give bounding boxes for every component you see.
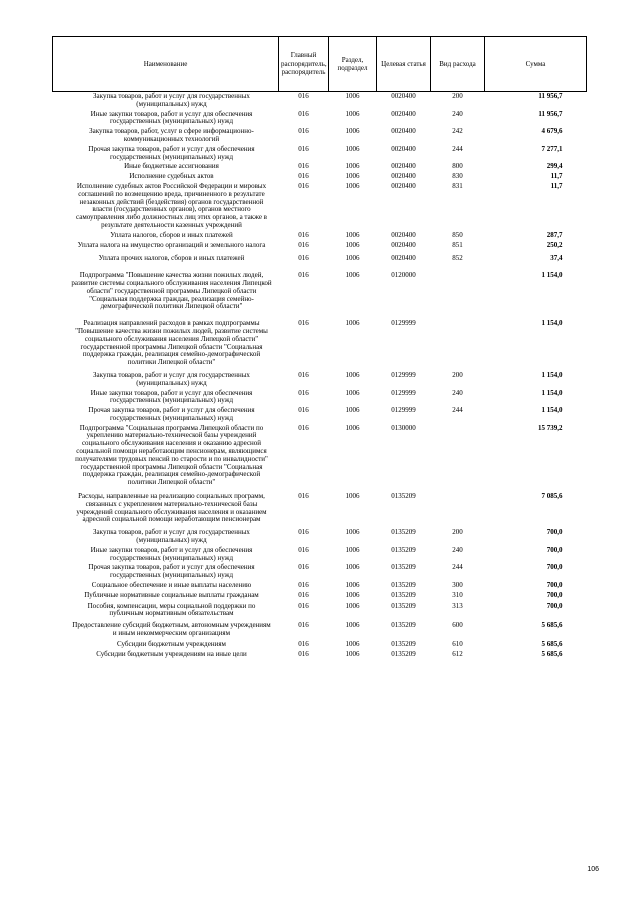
row-sum: 4 679,6 (541, 127, 563, 136)
row-sum: 5 685,6 (541, 649, 563, 658)
row-sum: 700,0 (546, 590, 563, 599)
row-sum: 7 085,6 (541, 492, 563, 501)
row-name: Исполнение судебных актов Российской Федерации и мировых соглашений по возмещению вреда, причиненного в результате незаконных действий (бездействия) органов государственной власти (государственных органов), органов местного самоуправления либо должностных лиц этих органов, а также в результате деятельности казенных учреждений (76, 181, 267, 229)
row-chief-administrator: 016 (298, 388, 309, 397)
row-expense-type: 244 (452, 563, 463, 572)
table-row (53, 591, 587, 601)
row-name: Уплата налога на имущество организаций и земельного налога (77, 240, 266, 249)
table-row (53, 267, 587, 315)
row-sum: 5 685,6 (541, 639, 563, 648)
row-expense-type: 200 (452, 370, 463, 379)
row-sum: 700,0 (546, 545, 563, 554)
row-section: 1006 (345, 144, 360, 153)
row-name: Уплата прочих налогов, сборов и иных платежей (98, 254, 245, 263)
row-sum: 11 956,7 (538, 92, 563, 100)
row-target-article: 0129999 (391, 388, 416, 397)
table-row (53, 241, 587, 251)
table-row (53, 620, 587, 640)
row-chief-administrator: 016 (298, 172, 309, 181)
row-section: 1006 (345, 127, 360, 136)
row-expense-type: 300 (452, 581, 463, 590)
table-row (53, 231, 587, 241)
row-target-article: 0120000 (391, 271, 416, 280)
table-row (53, 371, 587, 389)
row-chief-administrator: 016 (298, 181, 309, 190)
row-expense-type: 850 (452, 230, 463, 239)
row-section: 1006 (345, 621, 360, 630)
row-name: Исполнение судебных актов (129, 172, 214, 181)
row-name: Иные закупки товаров, работ и услуг для обеспечения государственных (муниципальных) нужд (90, 388, 253, 405)
table-row (53, 424, 587, 488)
row-chief-administrator: 016 (298, 563, 309, 572)
table-row (53, 581, 587, 591)
row-sum: 1 154,0 (541, 271, 563, 280)
row-section: 1006 (345, 649, 360, 658)
table-row (53, 601, 587, 621)
row-target-article: 0020400 (391, 162, 416, 171)
row-chief-administrator: 016 (298, 581, 309, 590)
row-target-article: 0129999 (391, 370, 416, 379)
row-target-article: 0135209 (391, 639, 416, 648)
row-target-article: 0135209 (391, 492, 416, 501)
row-chief-administrator: 016 (298, 406, 309, 415)
row-sum: 5 685,6 (541, 621, 563, 630)
row-chief-administrator: 016 (298, 545, 309, 554)
row-section: 1006 (345, 563, 360, 572)
row-expense-type: 852 (452, 254, 463, 263)
row-sum: 287,7 (546, 230, 563, 239)
row-chief-administrator: 016 (298, 370, 309, 379)
row-expense-type: 610 (452, 639, 463, 648)
header-target-article: Целевая статья (377, 37, 431, 92)
row-chief-administrator: 016 (298, 590, 309, 599)
row-expense-type (431, 488, 485, 528)
row-section: 1006 (345, 590, 360, 599)
row-section: 1006 (345, 528, 360, 537)
row-sum: 700,0 (546, 581, 563, 590)
row-name: Прочая закупка товаров, работ и услуг для обеспечения государственных (муниципальных) нужд (88, 144, 255, 161)
row-section: 1006 (345, 319, 360, 328)
row-chief-administrator: 016 (298, 240, 309, 249)
table-row (53, 250, 587, 267)
row-target-article: 0020400 (391, 181, 416, 190)
row-name: Пособия, компенсации, меры социальной поддержки по публичным нормативным обязательствам (87, 601, 256, 618)
row-chief-administrator: 016 (298, 528, 309, 537)
table-row (53, 650, 587, 660)
row-chief-administrator: 016 (298, 92, 309, 100)
row-target-article: 0135209 (391, 601, 416, 610)
row-target-article: 0135209 (391, 528, 416, 537)
row-expense-type: 851 (452, 240, 463, 249)
row-sum: 700,0 (546, 601, 563, 610)
row-sum: 11,7 (550, 172, 563, 181)
row-name: Закупка товаров, работ и услуг для государственных (муниципальных) нужд (93, 528, 250, 545)
row-section: 1006 (345, 109, 360, 118)
row-target-article: 0020400 (391, 127, 416, 136)
row-expense-type: 830 (452, 172, 463, 181)
table-header (53, 37, 587, 92)
row-expense-type: 600 (452, 621, 463, 630)
row-target-article: 0135209 (391, 621, 416, 630)
table-row (53, 389, 587, 407)
row-expense-type: 831 (452, 181, 463, 190)
table-row (53, 162, 587, 172)
row-chief-administrator: 016 (298, 271, 309, 280)
row-sum: 1 154,0 (541, 319, 563, 328)
header-sum: Сумма (485, 37, 587, 92)
row-sum: 15 739,2 (538, 423, 563, 432)
row-name: Закупка товаров, работ и услуг для государственных (муниципальных) нужд (93, 370, 250, 387)
row-name: Иные закупки товаров, работ и услуг для обеспечения государственных (муниципальных) нужд (90, 109, 253, 126)
row-section: 1006 (345, 230, 360, 239)
table-row (53, 172, 587, 182)
row-name: Подпрограмма "Повышение качества жизни пожилых людей, развитие системы социального обслуживания населения Липецкой области" государственной программы Липецкой области "Социальная поддержка граждан, реализация семейно-демографической политики Липецкой области" (71, 271, 272, 311)
row-chief-administrator: 016 (298, 254, 309, 263)
row-target-article: 0135209 (391, 563, 416, 572)
table-row (53, 145, 587, 163)
row-target-article: 0020400 (391, 92, 416, 100)
row-expense-type: 612 (452, 649, 463, 658)
row-expense-type: 313 (452, 601, 463, 610)
row-name: Уплата налогов, сборов и иных платежей (110, 230, 233, 239)
table-row (53, 563, 587, 581)
row-section: 1006 (345, 370, 360, 379)
table-row (53, 110, 587, 128)
row-sum: 11,7 (550, 181, 563, 190)
row-expense-type: 244 (452, 144, 463, 153)
row-expense-type: 310 (452, 590, 463, 599)
row-section: 1006 (345, 240, 360, 249)
row-name: Социальное обеспечение и иные выплаты населению (91, 581, 252, 590)
row-section: 1006 (345, 388, 360, 397)
header-name: Наименование (53, 37, 279, 92)
row-expense-type: 240 (452, 545, 463, 554)
row-section: 1006 (345, 271, 360, 280)
table-row (53, 640, 587, 650)
row-chief-administrator: 016 (298, 423, 309, 432)
row-target-article: 0135209 (391, 590, 416, 599)
row-chief-administrator: 016 (298, 639, 309, 648)
row-section: 1006 (345, 92, 360, 100)
row-target-article: 0020400 (391, 230, 416, 239)
row-name: Субсидии бюджетным учреждениям на иные цели (96, 649, 247, 658)
table-row (53, 182, 587, 231)
row-name: Публичные нормативные социальные выплаты гражданам (84, 590, 259, 599)
row-sum: 11 956,7 (538, 109, 563, 118)
row-sum: 37,4 (550, 254, 563, 263)
row-expense-type (431, 315, 485, 371)
row-target-article: 0020400 (391, 144, 416, 153)
budget-document (52, 36, 586, 659)
row-section: 1006 (345, 545, 360, 554)
header-expense-type: Вид расхода (431, 37, 485, 92)
header-chief-administrator: Главный распорядитель, распорядитель (279, 37, 329, 92)
table-body (53, 92, 587, 660)
row-chief-administrator: 016 (298, 162, 309, 171)
row-section: 1006 (345, 254, 360, 263)
table-row (53, 528, 587, 546)
row-target-article: 0135209 (391, 545, 416, 554)
row-expense-type: 800 (452, 162, 463, 171)
row-name: Субсидии бюджетным учреждениям (117, 639, 226, 648)
row-target-article: 0020400 (391, 172, 416, 181)
row-sum: 1 154,0 (541, 370, 563, 379)
table-row (53, 127, 587, 145)
page-number: 106 (587, 866, 599, 873)
row-expense-type: 244 (452, 406, 463, 415)
row-name: Иные закупки товаров, работ и услуг для обеспечения государственных (муниципальных) нужд (90, 545, 253, 562)
row-chief-administrator: 016 (298, 319, 309, 328)
table-row (53, 406, 587, 424)
table-row (53, 315, 587, 371)
row-chief-administrator: 016 (298, 230, 309, 239)
row-expense-type: 242 (452, 127, 463, 136)
row-chief-administrator: 016 (298, 649, 309, 658)
row-target-article: 0135209 (391, 649, 416, 658)
row-expense-type: 200 (452, 92, 463, 100)
row-target-article: 0020400 (391, 254, 416, 263)
row-name: Предоставление субсидий бюджетным, автономным учреждениям и иным некоммерческим организациям (72, 621, 271, 638)
row-name: Иные бюджетные ассигнования (124, 162, 219, 171)
row-expense-type: 200 (452, 528, 463, 537)
row-sum: 700,0 (546, 528, 563, 537)
row-name: Прочая закупка товаров, работ и услуг для обеспечения государственных (муниципальных) нужд (88, 563, 255, 580)
row-section: 1006 (345, 162, 360, 171)
row-target-article: 0020400 (391, 240, 416, 249)
row-target-article: 0135209 (391, 581, 416, 590)
table-row (53, 488, 587, 528)
row-section: 1006 (345, 172, 360, 181)
row-sum: 1 154,0 (541, 406, 563, 415)
row-name: Расходы, направленные на реализацию социальных программ, связанных с укреплением материально-технической базы учреждений социального обслуживания населения и оказанием адресной социальной помощи неработающим пенсионерам (76, 492, 267, 524)
row-expense-type: 240 (452, 109, 463, 118)
row-expense-type (431, 424, 485, 488)
row-section: 1006 (345, 423, 360, 432)
row-target-article: 0129999 (391, 319, 416, 328)
row-expense-type: 240 (452, 388, 463, 397)
row-name: Реализация направлений расходов в рамках подпрограммы "Повышение качества жизни пожилых людей, развитие системы социального обслуживания населения Липецкой области" государственной программы Липецкой области "Социальная поддержка граждан, реализация семейно-демографической политики Липецкой области" (75, 319, 268, 367)
row-section: 1006 (345, 181, 360, 190)
row-section: 1006 (345, 639, 360, 648)
row-chief-administrator: 016 (298, 144, 309, 153)
row-section: 1006 (345, 601, 360, 610)
row-chief-administrator: 016 (298, 601, 309, 610)
row-sum: 1 154,0 (541, 388, 563, 397)
table-row (53, 92, 587, 110)
row-section: 1006 (345, 581, 360, 590)
row-sum: 299,4 (546, 162, 563, 171)
row-sum: 7 277,1 (541, 144, 563, 153)
row-target-article: 0020400 (391, 109, 416, 118)
row-sum: 250,2 (546, 240, 563, 249)
row-name: Прочая закупка товаров, работ и услуг для обеспечения государственных (муниципальных) нужд (88, 406, 255, 422)
budget-table (52, 36, 587, 659)
row-name: Закупка товаров, работ и услуг для государственных (муниципальных) нужд (93, 92, 250, 108)
row-section: 1006 (345, 406, 360, 415)
header-section: Раздел, подраздел (329, 37, 377, 92)
row-chief-administrator: 016 (298, 109, 309, 118)
row-chief-administrator: 016 (298, 621, 309, 630)
row-target-article: 0130000 (391, 423, 416, 432)
row-section: 1006 (345, 492, 360, 501)
table-row (53, 546, 587, 564)
row-target-article: 0129999 (391, 406, 416, 415)
row-name: Закупка товаров, работ, услуг в сфере информационно-коммуникационных технологий (89, 127, 254, 143)
row-sum: 700,0 (546, 563, 563, 572)
row-expense-type (431, 267, 485, 315)
row-name: Подпрограмма "Социальная программа Липецкой области по укреплению материально-технической базы учреждений социального обслуживания населения и оказанию адресной социальной помощи неработающим пенсионерам, являющимся получателями трудовых пенсий по старости и по инвалидности" государственной программы Липецкой области "Социальная поддержка граждан, реализация семейно-демографической политики Липецкой области" (75, 423, 268, 487)
row-chief-administrator: 016 (298, 127, 309, 136)
row-chief-administrator: 016 (298, 492, 309, 501)
